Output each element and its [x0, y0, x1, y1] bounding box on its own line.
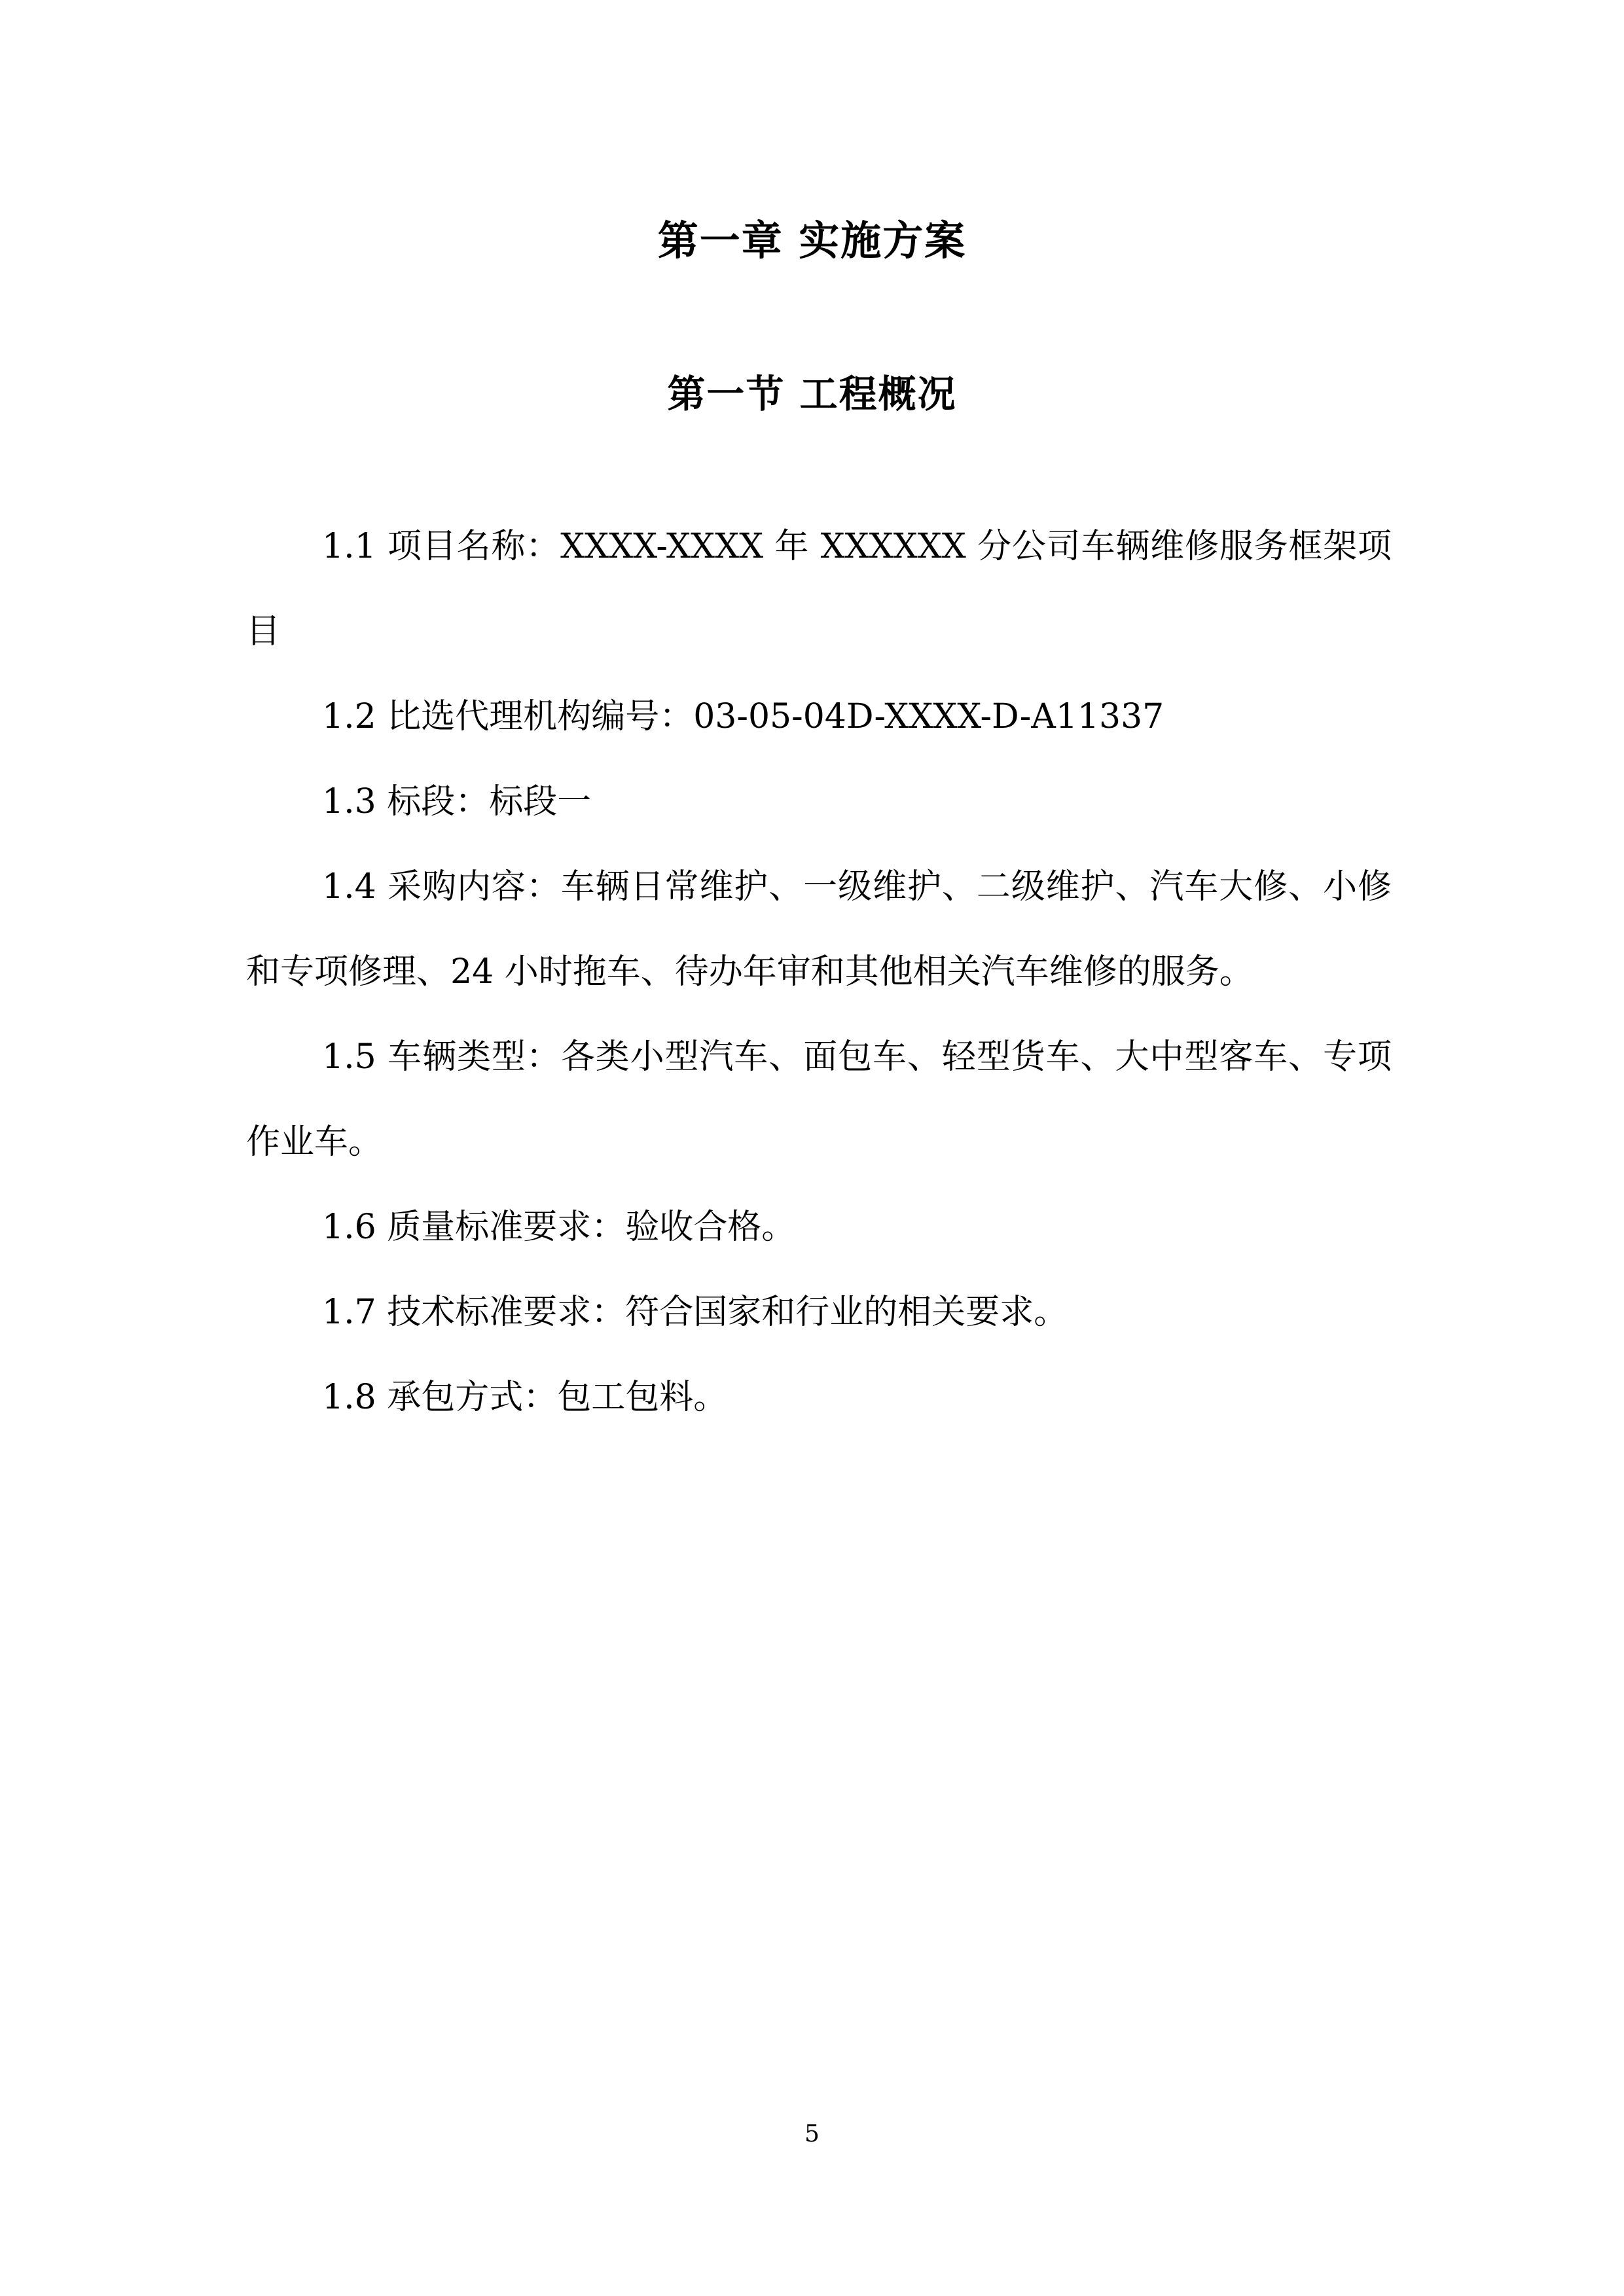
paragraph-quality-standard: 1.6 质量标准要求：验收合格。	[322, 1208, 796, 1247]
section-title: 第一节 工程概况	[667, 372, 957, 416]
paragraph-technical-standard: 1.7 技术标准要求：符合国家和行业的相关要求。	[322, 1293, 1068, 1332]
paragraph-lot: 1.3 标段：标段一	[322, 782, 592, 821]
section-body	[246, 504, 1392, 1440]
chapter-title: 第一章 实施方案	[657, 217, 967, 264]
paragraph-agency-number: 1.2 比选代理机构编号：03-05-04D-XXXX-D-A11337	[322, 697, 1164, 736]
paragraph-contract-method: 1.8 承包方式：包工包料。	[322, 1378, 728, 1417]
paragraph-vehicle-types: 1.5 车辆类型：各类小型汽车、面包车、轻型货车、大中型客车、专项作业车。	[246, 1037, 1392, 1162]
page-number: 5	[804, 2121, 820, 2147]
paragraph-project-name: 1.1 项目名称：XXXX-XXXX 年 XXXXXX 分公司车辆维修服务框架项目	[246, 527, 1392, 651]
paragraph-procurement-content: 1.4 采购内容：车辆日常维护、一级维护、二级维护、汽车大修、小修和专项修理、24 小时拖车、待办年审和其他相关汽车维修的服务。	[246, 867, 1392, 992]
